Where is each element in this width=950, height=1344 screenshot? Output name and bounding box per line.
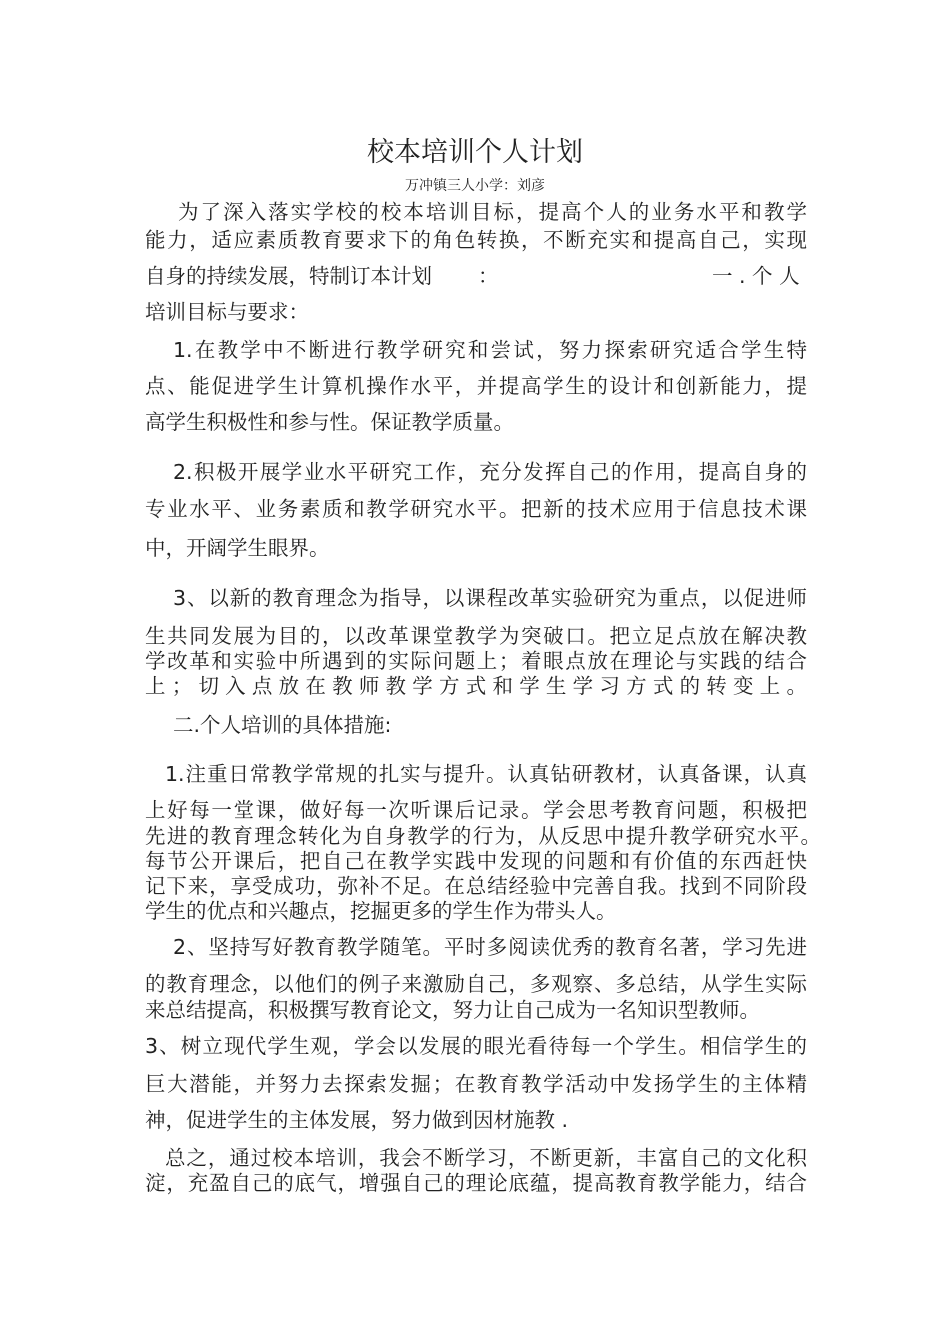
measure-3-line-1: 3、树立现代学生观，学会以发展的眼光看待每一个学生。相信学生的 — [145, 1034, 807, 1058]
item-2-line-2: 专业水平、业务素质和教学研究水平。把新的技术应用于信息技术课 — [145, 497, 807, 521]
intro-line-1: 为了深入落实学校的校本培训目标，提高个人的业务水平和教学 — [178, 200, 807, 224]
item-2-line-1: 2.积极开展学业水平研究工作，充分发挥自己的作用，提高自身的 — [173, 460, 807, 484]
measure-2-line-2: 的教育理念，以他们的例子来激励自己，多观察、多总结，从学生实际 — [145, 972, 807, 996]
item-3-line-4: 上；切入点放在教师教学方式和学生学习方式的转变上。 — [145, 674, 807, 698]
item-1-line-3: 高学生积极性和参与性。保证教学质量。 — [145, 410, 514, 434]
measure-3-line-2: 巨大潜能，并努力去探索发掘；在教育教学活动中发扬学生的主体精 — [145, 1072, 807, 1096]
summary-line-1: 总之，通过校本培训，我会不断学习，不断更新，丰富自己的文化积 — [165, 1146, 807, 1170]
document-author: 万冲镇三人小学：刘彦 — [405, 178, 545, 194]
item-3-line-2: 生共同发展为目的，以改革课堂教学为突破口。把立足点放在解决教 — [145, 624, 807, 648]
item-1-line-2: 点、能促进学生计算机操作水平，并提高学生的设计和创新能力，提 — [145, 374, 807, 398]
intro-line-2: 能力，适应素质教育要求下的角色转换，不断充实和提高自己，实现 — [145, 228, 807, 252]
measure-3-line-3: 神，促进学生的主体发展，努力做到因材施教 . — [145, 1108, 569, 1132]
item-3-line-3: 学改革和实验中所遇到的实际问题上；着眼点放在理论与实践的结合 — [145, 649, 807, 673]
measure-1-line-4: 每节公开课后，把自己在教学实践中发现的问题和有价值的东西赶快 — [145, 849, 807, 873]
section-1-heading-start: 一 . 个 人 — [712, 264, 800, 288]
intro-colon: ： — [478, 264, 499, 288]
intro-line-3: 自身的持续发展，特制订本计划 — [145, 264, 432, 288]
item-1-line-1: 1.在教学中不断进行教学研究和尝试，努力探索研究适合学生特 — [173, 338, 807, 362]
item-2-line-3: 中，开阔学生眼界。 — [145, 536, 330, 560]
section-2-heading: 二.个人培训的具体措施: — [173, 713, 392, 737]
measure-1-line-2: 上好每一堂课，做好每一次听课后记录。学会思考教育问题，积极把 — [145, 798, 807, 822]
measure-1-line-3: 先进的教育理念转化为自身教学的行为，从反思中提升教学研究水平。 — [145, 824, 821, 848]
measure-2-line-3: 来总结提高，积极撰写教育论文，努力让自己成为一名知识型教师。 — [145, 998, 760, 1022]
section-1-heading-end: 培训目标与要求： — [145, 300, 309, 324]
measure-1-line-5: 记下来，享受成功，弥补不足。在总结经验中完善自我。找到不同阶段 — [145, 874, 807, 898]
summary-line-2: 淀，充盈自己的底气，增强自己的理论底蕴，提高教育教学能力，结合 — [145, 1171, 807, 1195]
measure-2-line-1: 2、坚持写好教育教学随笔。平时多阅读优秀的教育名著，学习先进 — [173, 935, 807, 959]
measure-1-line-6: 学生的优点和兴趣点，挖掘更多的学生作为带头人。 — [145, 899, 617, 923]
item-3-line-1: 3、以新的教育理念为指导，以课程改革实验研究为重点，以促进师 — [173, 586, 807, 610]
document-title: 校本培训个人计划 — [367, 137, 583, 168]
measure-1-line-1: 1.注重日常教学常规的扎实与提升。认真钻研教材，认真备课，认真 — [165, 762, 807, 786]
